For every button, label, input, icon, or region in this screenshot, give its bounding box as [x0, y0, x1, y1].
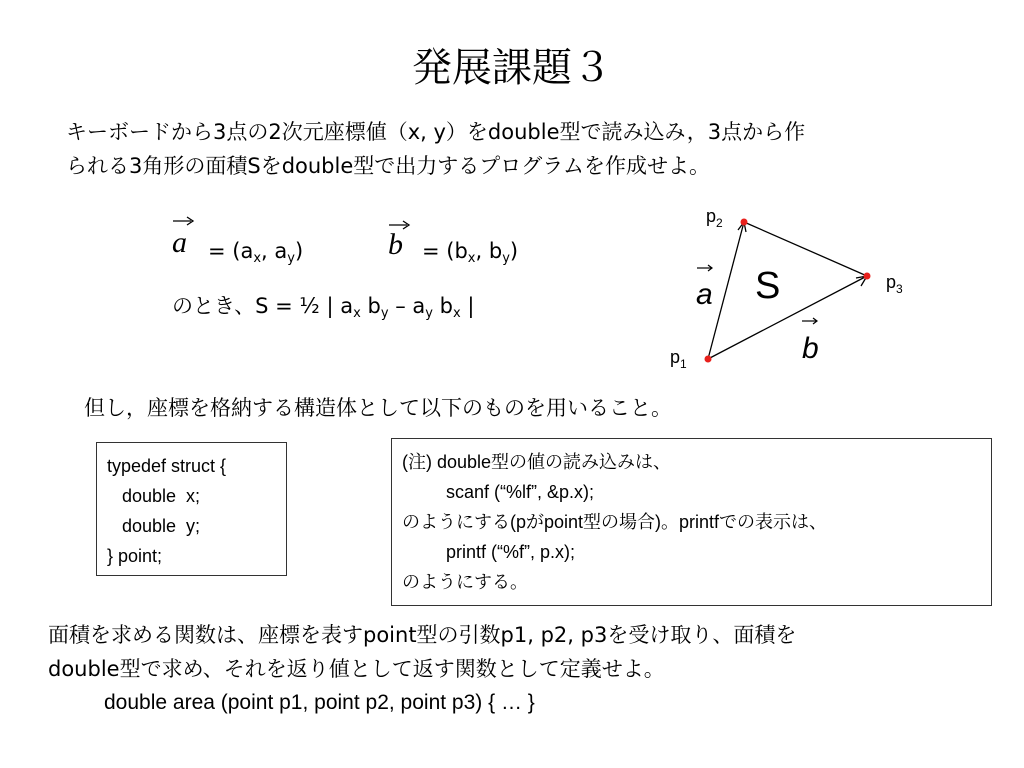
side-b-line — [708, 276, 867, 359]
intro-line-1: キーボードから3点の2次元座標値（x, y）をdouble型で読み込み，3点から作 — [66, 120, 806, 144]
triangle-diagram — [660, 200, 930, 375]
side-a-line — [708, 222, 744, 359]
code-line: double x; — [107, 486, 201, 506]
bottom-line-2: double型で求め、それを返り値として返す関数として定義せよ。 — [48, 657, 665, 681]
diagram-vector-a: a — [696, 278, 713, 311]
point-p3 — [864, 273, 871, 280]
note-line: (注) double型の値の読み込みは、 — [402, 452, 672, 472]
diagram-vector-b: b — [802, 332, 819, 365]
vector-a-symbol: a — [172, 226, 187, 259]
area-formula: のとき、S = ½ | $a_x$ $b_y - a_y$ $b_x$ | — [172, 294, 475, 321]
code-line: typedef struct { — [107, 456, 227, 476]
struct-note: 但し，座標を格納する構造体として以下のものを用いること。 — [84, 396, 672, 420]
struct-code-box — [96, 442, 287, 576]
bottom-line-1: 面積を求める関数は、座標を表すpoint型の引数p1, p2, p3を受け取り、面積を — [48, 623, 797, 647]
note-line: printf (“%f”, p.x); — [446, 542, 576, 562]
vector-a-components: = ($a_x$, $a_y$) — [208, 239, 304, 266]
note-box — [391, 438, 992, 606]
label-p3: $p_3$ — [886, 272, 903, 296]
code-line: double y; — [107, 516, 201, 536]
note-line: scanf (“%lf”, &p.x); — [446, 482, 595, 502]
point-p1 — [705, 356, 712, 363]
label-p2: $p_2$ — [706, 206, 723, 230]
note-line: のようにする。 — [402, 572, 528, 592]
code-line: } point; — [107, 546, 163, 566]
vector-b-symbol: b — [388, 228, 403, 261]
label-p1: $p_1$ — [670, 347, 687, 371]
vector-b-components: = ($b_x$, $b_y$) — [422, 239, 519, 266]
page-title: 発展課題３ — [412, 45, 612, 91]
intro-line-2: られる3角形の面積Sをdouble型で出力するプログラムを作成せよ。 — [66, 154, 711, 178]
note-line: のようにする(pがpoint型の場合)。printfでの表示は、 — [402, 512, 828, 532]
point-p2 — [741, 219, 748, 226]
area-label-s: S — [755, 265, 781, 307]
function-signature: double area (point p1, point p2, point p3) { … } — [104, 691, 535, 714]
